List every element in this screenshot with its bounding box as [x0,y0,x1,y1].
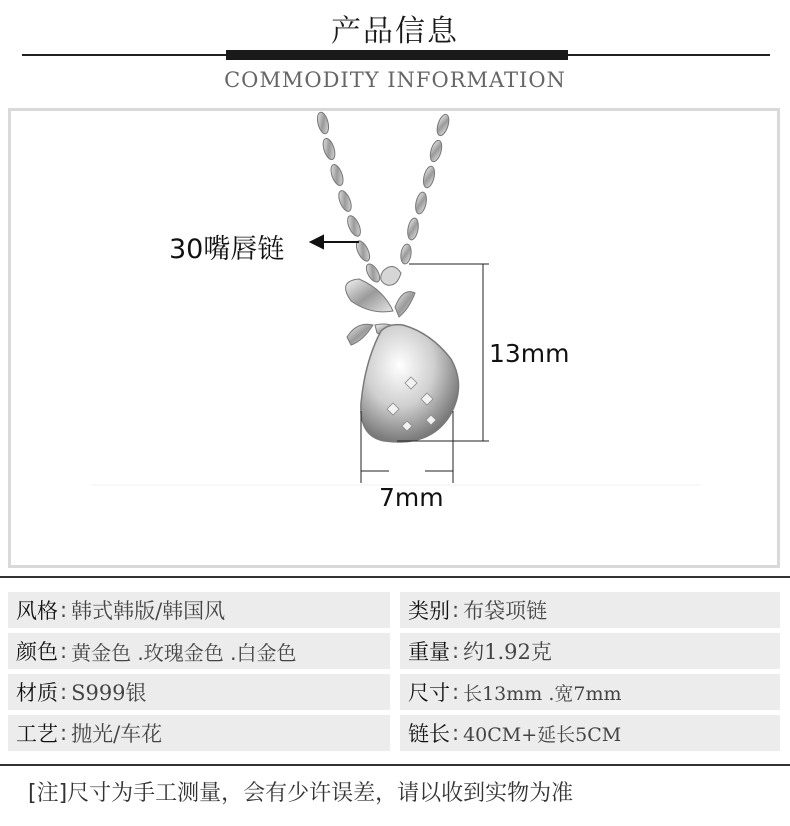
spec-craft: 工艺 : 抛光/车花 [8,715,390,751]
section-title: 产品信息 [331,14,459,49]
spec-key: 颜色 [16,640,58,664]
spec-key: 重量 [408,640,450,664]
spec-value: 40CM+延长5CM [463,723,622,746]
chain-right [400,113,451,265]
spec-key: 链长 [408,722,450,746]
spec-material: 材质 : S999银 [8,674,390,710]
spec-color: 颜色 : 黄金色 .玫瑰金色 .白金色 [8,633,390,669]
spec-weight: 重量 : 约1.92克 [400,633,780,669]
spec-value: S999银 [71,681,147,705]
spec-value: 抛光/车花 [71,722,163,746]
chain-left [315,111,382,284]
chain-arrow [311,236,359,248]
spec-size: 尺寸 : 长13mm .宽7mm [400,674,780,710]
measurement-note: [注]尺寸为手工测量，会有少许误差，请以收到实物为准 [28,781,574,806]
spec-value: 韩式韩版/韩国风 [71,599,226,623]
spec-category: 类别 : 布袋项链 [400,592,780,628]
spec-key: 材质 [16,681,58,705]
height-dimension-label: 13mm [489,339,570,368]
spec-style: 风格 : 韩式韩版/韩国风 [8,592,390,628]
spec-key: 尺寸 [408,681,450,705]
spec-key: 风格 [16,599,58,623]
title-rule-accent [226,50,568,60]
spec-divider [0,576,790,578]
width-dimension-label: 7mm [379,483,444,512]
spec-key: 工艺 [16,722,58,746]
note-divider [0,764,790,766]
spec-value: 约1.92克 [463,640,552,664]
section-subtitle: COMMODITY INFORMATION [224,68,566,92]
spec-value: 长13mm .宽7mm [463,682,622,705]
spec-key: 类别 [408,599,450,623]
spec-value: 黄金色 .玫瑰金色 .白金色 [71,640,297,665]
chain-type-label: 30嘴唇链 [169,234,285,265]
product-photo [8,108,780,568]
spec-chain-length: 链长 : 40CM+延长5CM [400,715,780,751]
spec-value: 布袋项链 [463,599,548,623]
